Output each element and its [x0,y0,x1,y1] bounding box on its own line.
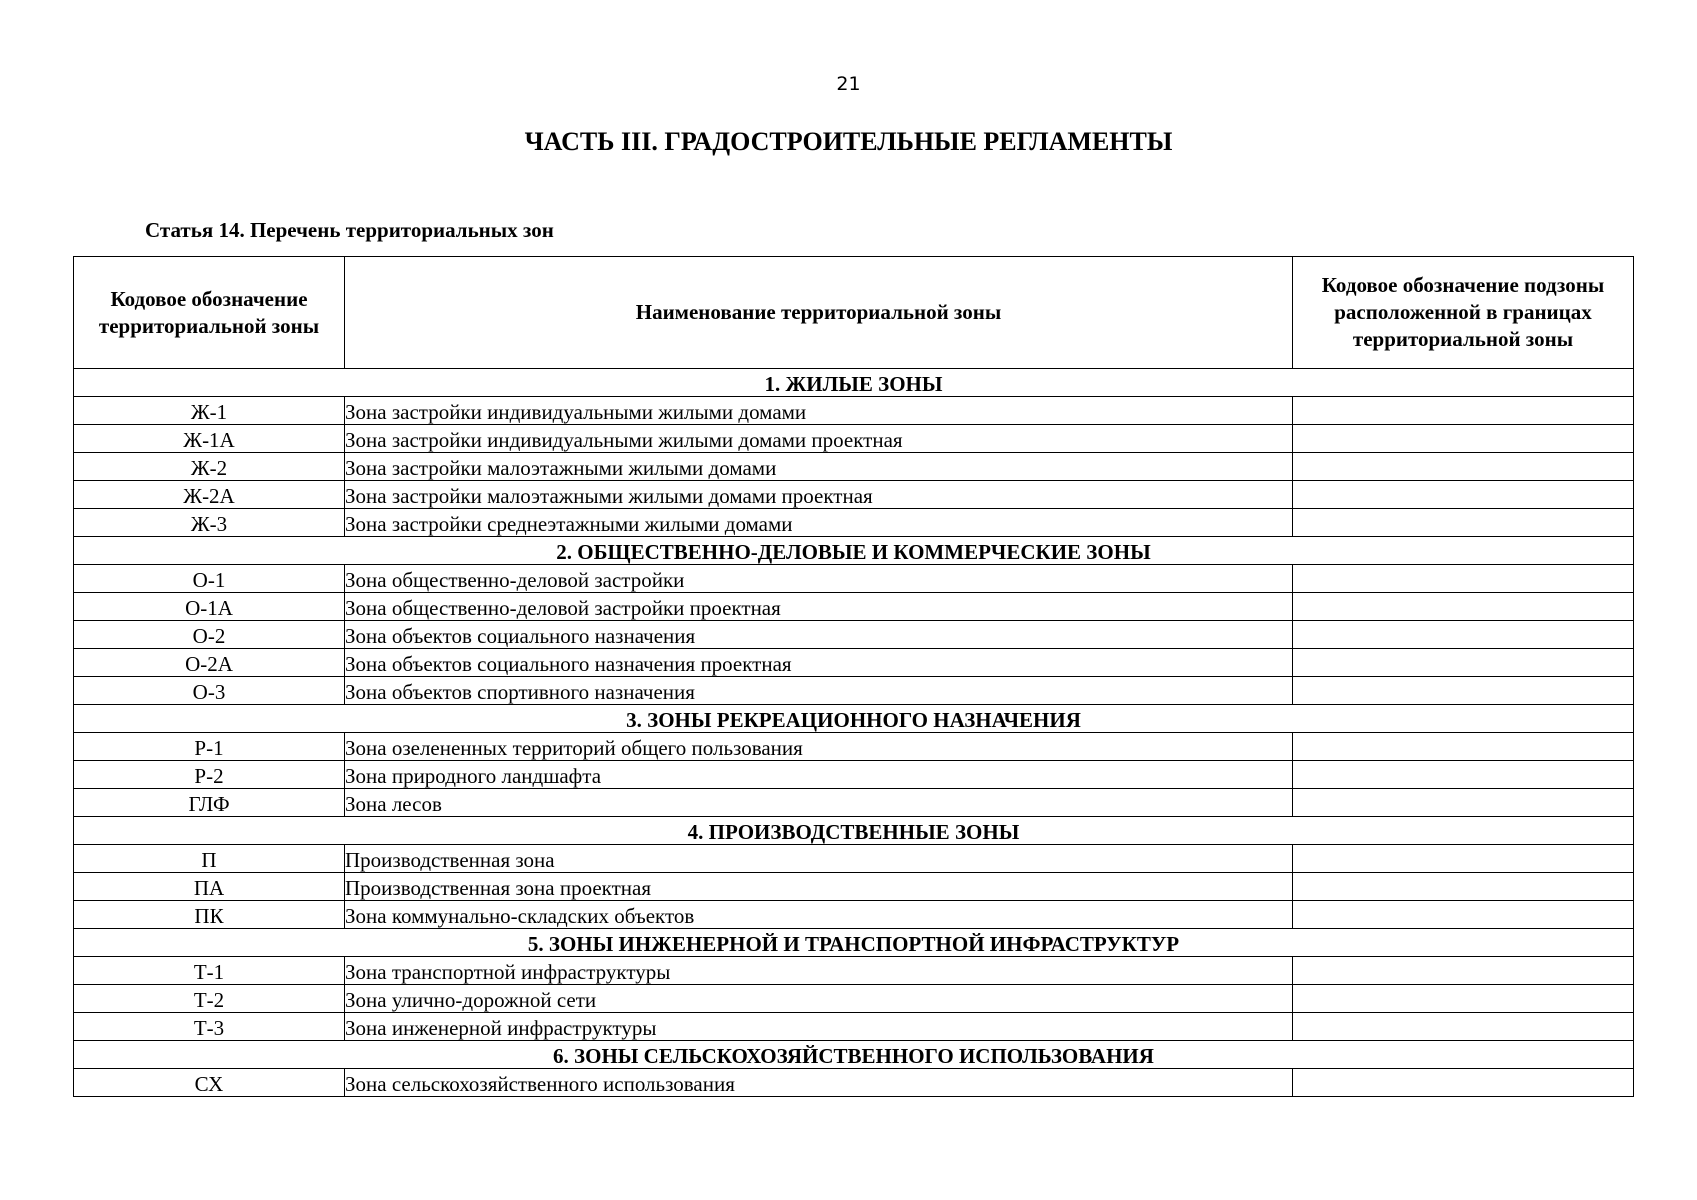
table-row [74,649,1634,677]
table-row [74,1013,1634,1041]
zone-name-cell: Зона застройки индивидуальными жилыми домами [345,397,1293,425]
zone-code-cell: Ж-2 [74,453,345,481]
section-row [74,1041,1634,1069]
section-row [74,929,1634,957]
zone-name-cell: Зона инженерной инфраструктуры [345,1013,1293,1041]
zone-code-cell: Т-2 [74,985,345,1013]
zone-name-cell: Зона природного ландшафта [345,761,1293,789]
zone-name-cell: Зона объектов социального назначения [345,621,1293,649]
table-row [74,593,1634,621]
zone-code-cell: ПА [74,873,345,901]
section-title: 2. ОБЩЕСТВЕННО-ДЕЛОВЫЕ И КОММЕРЧЕСКИЕ ЗОНЫ [74,537,1634,565]
table-row [74,481,1634,509]
section-title: 3. ЗОНЫ РЕКРЕАЦИОННОГО НАЗНАЧЕНИЯ [74,705,1634,733]
zone-name-cell: Зона озелененных территорий общего пользования [345,733,1293,761]
zone-name-cell: Производственная зона [345,845,1293,873]
zone-code-cell: Р-1 [74,733,345,761]
subzone-code-cell [1293,481,1634,509]
subzone-code-cell [1293,789,1634,817]
zone-code-cell: О-3 [74,677,345,705]
zones-table-body [74,369,1634,1097]
subzone-code-cell [1293,873,1634,901]
table-row [74,397,1634,425]
subzone-code-cell [1293,677,1634,705]
table-row [74,621,1634,649]
zone-code-cell: Ж-1 [74,397,345,425]
subzone-code-cell [1293,425,1634,453]
table-row [74,1069,1634,1097]
subzone-code-cell [1293,985,1634,1013]
article-title: Статья 14. Перечень территориальных зон [145,218,554,242]
section-title: 1. ЖИЛЫЕ ЗОНЫ [74,369,1634,397]
zone-code-cell: О-2 [74,621,345,649]
zone-code-cell: ГЛФ [74,789,345,817]
table-row [74,845,1634,873]
subzone-code-cell [1293,509,1634,537]
zone-code-cell: П [74,845,345,873]
header-name: Наименование территориальной зоны [345,257,1293,369]
zone-code-cell: О-2А [74,649,345,677]
table-row [74,789,1634,817]
subzone-code-cell [1293,453,1634,481]
zone-name-cell: Зона общественно-деловой застройки [345,565,1293,593]
zone-name-cell: Зона застройки малоэтажными жилыми домами проектная [345,481,1293,509]
table-row [74,957,1634,985]
zone-name-cell: Зона лесов [345,789,1293,817]
table-row [74,425,1634,453]
zone-code-cell: Ж-3 [74,509,345,537]
zone-name-cell: Зона коммунально-складских объектов [345,901,1293,929]
table-row [74,677,1634,705]
zone-name-cell: Зона застройки среднеэтажными жилыми домами [345,509,1293,537]
section-row [74,537,1634,565]
subzone-code-cell [1293,621,1634,649]
section-row [74,369,1634,397]
zone-name-cell: Производственная зона проектная [345,873,1293,901]
zone-code-cell: Ж-2А [74,481,345,509]
table-row [74,761,1634,789]
zone-code-cell: О-1 [74,565,345,593]
table-row [74,509,1634,537]
zone-name-cell: Зона застройки индивидуальными жилыми домами проектная [345,425,1293,453]
table-row [74,985,1634,1013]
zone-code-cell: Т-3 [74,1013,345,1041]
section-title: 5. ЗОНЫ ИНЖЕНЕРНОЙ И ТРАНСПОРТНОЙ ИНФРАСТРУКТУР [74,929,1634,957]
zone-name-cell: Зона объектов спортивного назначения [345,677,1293,705]
section-title: 6. ЗОНЫ СЕЛЬСКОХОЗЯЙСТВЕННОГО ИСПОЛЬЗОВАНИЯ [74,1041,1634,1069]
header-code: Кодовое обозначение территориальной зоны [74,257,345,369]
part-title: ЧАСТЬ III. ГРАДОСТРОИТЕЛЬНЫЕ РЕГЛАМЕНТЫ [524,127,1173,156]
subzone-code-cell [1293,1013,1634,1041]
zone-name-cell: Зона сельскохозяйственного использования [345,1069,1293,1097]
subzone-code-cell [1293,733,1634,761]
zone-code-cell: О-1А [74,593,345,621]
table-row [74,733,1634,761]
subzone-code-cell [1293,397,1634,425]
subzone-code-cell [1293,761,1634,789]
subzone-code-cell [1293,1069,1634,1097]
subzone-code-cell [1293,957,1634,985]
subzone-code-cell [1293,593,1634,621]
zone-name-cell: Зона объектов социального назначения проектная [345,649,1293,677]
header-row [74,257,1634,369]
subzone-code-cell [1293,649,1634,677]
zone-code-cell: Ж-1А [74,425,345,453]
zone-name-cell: Зона застройки малоэтажными жилыми домами [345,453,1293,481]
section-title: 4. ПРОИЗВОДСТВЕННЫЕ ЗОНЫ [74,817,1634,845]
table-row [74,565,1634,593]
page-number: 21 [836,73,861,95]
subzone-code-cell [1293,845,1634,873]
zone-code-cell: СХ [74,1069,345,1097]
zone-code-cell: Р-2 [74,761,345,789]
zone-code-cell: Т-1 [74,957,345,985]
zone-name-cell: Зона общественно-деловой застройки проектная [345,593,1293,621]
section-row [74,817,1634,845]
table-row [74,873,1634,901]
zone-code-cell: ПК [74,901,345,929]
zone-name-cell: Зона улично-дорожной сети [345,985,1293,1013]
subzone-code-cell [1293,901,1634,929]
table-row [74,901,1634,929]
table-row [74,453,1634,481]
zone-name-cell: Зона транспортной инфраструктуры [345,957,1293,985]
section-row [74,705,1634,733]
zones-table [73,256,1634,1097]
subzone-code-cell [1293,565,1634,593]
header-subzone: Кодовое обозначение подзоны расположенной в границах территориальной зоны [1293,257,1634,369]
zones-table-header [74,257,1634,369]
